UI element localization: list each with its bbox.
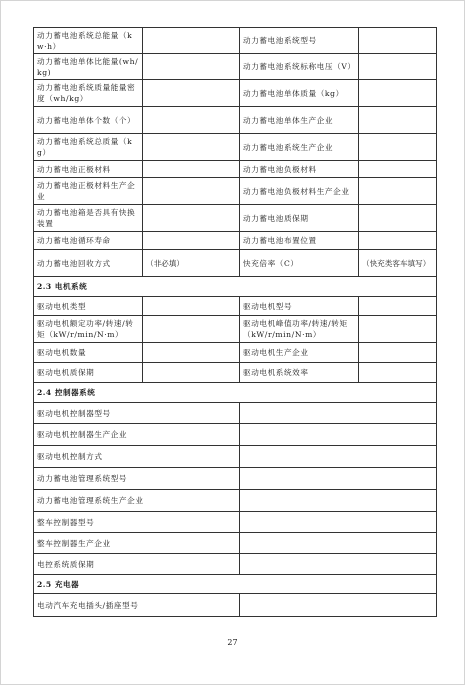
field-value[interactable] [240,512,437,533]
page-number: 27 [227,638,238,647]
field-value[interactable] [143,363,240,383]
field-label: 驱动电机型号 [240,297,359,316]
motor-row [34,297,437,316]
field-value[interactable] [143,28,240,54]
battery-row [34,80,437,107]
controller-row [34,446,437,468]
field-value[interactable] [359,297,437,316]
charger-row [34,594,437,617]
field-label: 动力蓄电池单体个数（个） [34,107,143,134]
field-value[interactable] [359,363,437,383]
field-label: 动力蓄电池单体比能量(wh/kg) [34,54,143,80]
section-header-row [34,277,437,297]
section-title: 2.3 电机系统 [34,277,437,297]
field-label: 整车控制器生产企业 [34,533,240,554]
fast-charge-note: （快充类客车填写） [359,250,437,277]
field-value[interactable] [359,80,437,107]
field-value[interactable] [143,205,240,232]
field-value[interactable] [359,54,437,80]
controller-row [34,554,437,575]
optional-note: （非必填） [143,250,240,277]
field-value[interactable] [240,446,437,468]
field-value[interactable] [240,594,437,617]
field-label: 驱动电机质保期 [34,363,143,383]
field-label: 整车控制器型号 [34,512,240,533]
field-value[interactable] [359,232,437,250]
field-label: 动力蓄电池箱是否具有快换装置 [34,205,143,232]
field-label: 动力蓄电池管理系统型号 [34,468,240,490]
field-label: 驱动电机控制器生产企业 [34,424,240,446]
battery-row [34,161,437,178]
battery-row [34,54,437,80]
field-label: 驱动电机类型 [34,297,143,316]
section-header-row [34,383,437,403]
field-value[interactable] [359,343,437,363]
field-label: 动力蓄电池负极材料 [240,161,359,178]
field-value[interactable] [143,297,240,316]
field-value[interactable] [240,554,437,575]
battery-row [34,205,437,232]
motor-row [34,363,437,383]
battery-row [34,107,437,134]
field-value[interactable] [143,161,240,178]
battery-row [34,178,437,205]
field-value[interactable] [143,316,240,343]
field-label: 快充倍率（C） [240,250,359,277]
motor-row [34,316,437,343]
field-label: 驱动电机控制方式 [34,446,240,468]
section-header-row [34,575,437,594]
motor-row [34,343,437,363]
field-value[interactable] [143,80,240,107]
field-label: 动力蓄电池系统生产企业 [240,134,359,161]
field-label: 动力蓄电池系统标称电压（V） [240,54,359,80]
field-label: 电控系统质保期 [34,554,240,575]
field-label: 动力蓄电池正极材料生产企业 [34,178,143,205]
field-label: 动力蓄电池回收方式 [34,250,143,277]
section-title: 2.4 控制器系统 [34,383,437,403]
vehicle-parameter-form [33,27,437,617]
field-value[interactable] [240,403,437,424]
field-value[interactable] [240,533,437,554]
field-label: 动力蓄电池管理系统生产企业 [34,490,240,512]
field-value[interactable] [143,107,240,134]
battery-row [34,134,437,161]
field-label: 驱动电机峰值功率/转速/转矩（kW/r/min/N·m） [240,316,359,343]
field-label: 驱动电机控制器型号 [34,403,240,424]
field-label: 动力蓄电池布置位置 [240,232,359,250]
field-value[interactable] [359,161,437,178]
section-title: 2.5 充电器 [34,575,437,594]
field-value[interactable] [143,232,240,250]
field-value[interactable] [359,205,437,232]
field-value[interactable] [240,424,437,446]
controller-row [34,512,437,533]
field-label: 动力蓄电池系统总质量（kg） [34,134,143,161]
battery-row [34,232,437,250]
field-value[interactable] [143,178,240,205]
field-value[interactable] [359,316,437,343]
field-label: 电动汽车充电插头/插座型号 [34,594,240,617]
field-label: 动力蓄电池循环寿命 [34,232,143,250]
field-value[interactable] [359,28,437,54]
field-label: 动力蓄电池质保期 [240,205,359,232]
controller-row [34,468,437,490]
field-value[interactable] [240,468,437,490]
field-label: 驱动电机数量 [34,343,143,363]
field-value[interactable] [240,490,437,512]
field-value[interactable] [359,178,437,205]
controller-row [34,424,437,446]
field-label: 驱动电机系统效率 [240,363,359,383]
field-label: 动力蓄电池负极材料生产企业 [240,178,359,205]
field-value[interactable] [359,107,437,134]
battery-row [34,28,437,54]
battery-recycle-row [34,250,437,277]
field-label: 动力蓄电池系统型号 [240,28,359,54]
field-label: 驱动电机额定功率/转速/转矩（kW/r/min/N·m） [34,316,143,343]
controller-row [34,403,437,424]
field-value[interactable] [143,343,240,363]
controller-row [34,533,437,554]
field-label: 动力蓄电池系统质量能量密度（wh/kg） [34,80,143,107]
field-label: 动力蓄电池单体生产企业 [240,107,359,134]
field-value[interactable] [143,54,240,80]
field-label: 动力蓄电池系统总能量（kw·h） [34,28,143,54]
field-label: 动力蓄电池单体质量（kg） [240,80,359,107]
field-value[interactable] [143,134,240,161]
field-label: 驱动电机生产企业 [240,343,359,363]
controller-row [34,490,437,512]
field-value[interactable] [359,134,437,161]
field-label: 动力蓄电池正极材料 [34,161,143,178]
